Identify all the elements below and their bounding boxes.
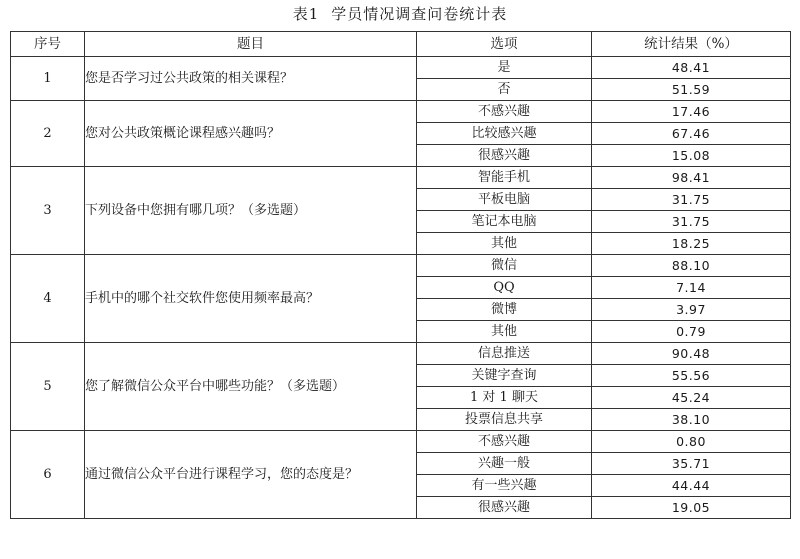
option-result: 15.08 (592, 145, 791, 167)
header-result: 统计结果（%） (592, 32, 791, 57)
option-result: 44.44 (592, 475, 791, 497)
option-label: 很感兴趣 (417, 497, 592, 519)
table-row (11, 255, 791, 277)
option-result: 7.14 (592, 277, 791, 299)
table-caption-title: 学员情况调查问卷统计表 (331, 5, 508, 23)
option-label: 智能手机 (417, 167, 592, 189)
option-label: 笔记本电脑 (417, 211, 592, 233)
option-label: 关键字查询 (417, 365, 592, 387)
option-result: 48.41 (592, 57, 791, 79)
table-row (11, 343, 791, 365)
option-label: 是 (417, 57, 592, 79)
option-result: 90.48 (592, 343, 791, 365)
question-number: 2 (11, 101, 85, 167)
option-label: 平板电脑 (417, 189, 592, 211)
option-label: 有一些兴趣 (417, 475, 592, 497)
option-label: 不感兴趣 (417, 101, 592, 123)
option-label: 信息推送 (417, 343, 592, 365)
option-result: 31.75 (592, 189, 791, 211)
option-label: 比较感兴趣 (417, 123, 592, 145)
question-text: 通过微信公众平台进行课程学习，您的态度是？ (85, 431, 417, 519)
question-text: 您了解微信公众平台中哪些功能？（多选题） (85, 343, 417, 431)
option-result: 45.24 (592, 387, 791, 409)
table-row (11, 57, 791, 79)
option-label: 不感兴趣 (417, 431, 592, 453)
table-row (11, 167, 791, 189)
option-result: 0.79 (592, 321, 791, 343)
question-number: 5 (11, 343, 85, 431)
option-label: 其他 (417, 233, 592, 255)
option-label: 投票信息共享 (417, 409, 592, 431)
table-body (11, 57, 791, 519)
option-label: 1 对 1 聊天 (417, 387, 592, 409)
option-result: 51.59 (592, 79, 791, 101)
option-label: 否 (417, 79, 592, 101)
option-result: 18.25 (592, 233, 791, 255)
question-text: 手机中的哪个社交软件您使用频率最高？ (85, 255, 417, 343)
table-caption-label: 表1 (292, 5, 320, 23)
option-result: 88.10 (592, 255, 791, 277)
option-result: 0.80 (592, 431, 791, 453)
question-text: 您对公共政策概论课程感兴趣吗？ (85, 101, 417, 167)
survey-table (10, 31, 791, 519)
table-row (11, 101, 791, 123)
question-text: 下列设备中您拥有哪几项？（多选题） (85, 167, 417, 255)
question-number: 1 (11, 57, 85, 101)
header-question: 题目 (85, 32, 417, 57)
question-number: 3 (11, 167, 85, 255)
table-header-row (11, 32, 791, 57)
option-label: 其他 (417, 321, 592, 343)
header-option: 选项 (417, 32, 592, 57)
option-result: 67.46 (592, 123, 791, 145)
option-result: 3.97 (592, 299, 791, 321)
question-text: 您是否学习过公共政策的相关课程？ (85, 57, 417, 101)
option-label: 兴趣一般 (417, 453, 592, 475)
option-label: 微信 (417, 255, 592, 277)
option-label: 很感兴趣 (417, 145, 592, 167)
option-result: 38.10 (592, 409, 791, 431)
option-result: 35.71 (592, 453, 791, 475)
option-label: QQ (417, 277, 592, 299)
header-num: 序号 (11, 32, 85, 57)
option-result: 31.75 (592, 211, 791, 233)
option-result: 19.05 (592, 497, 791, 519)
option-label: 微博 (417, 299, 592, 321)
question-number: 4 (11, 255, 85, 343)
question-number: 6 (11, 431, 85, 519)
table-row (11, 431, 791, 453)
table-caption (0, 4, 800, 24)
option-result: 17.46 (592, 101, 791, 123)
option-result: 98.41 (592, 167, 791, 189)
option-result: 55.56 (592, 365, 791, 387)
